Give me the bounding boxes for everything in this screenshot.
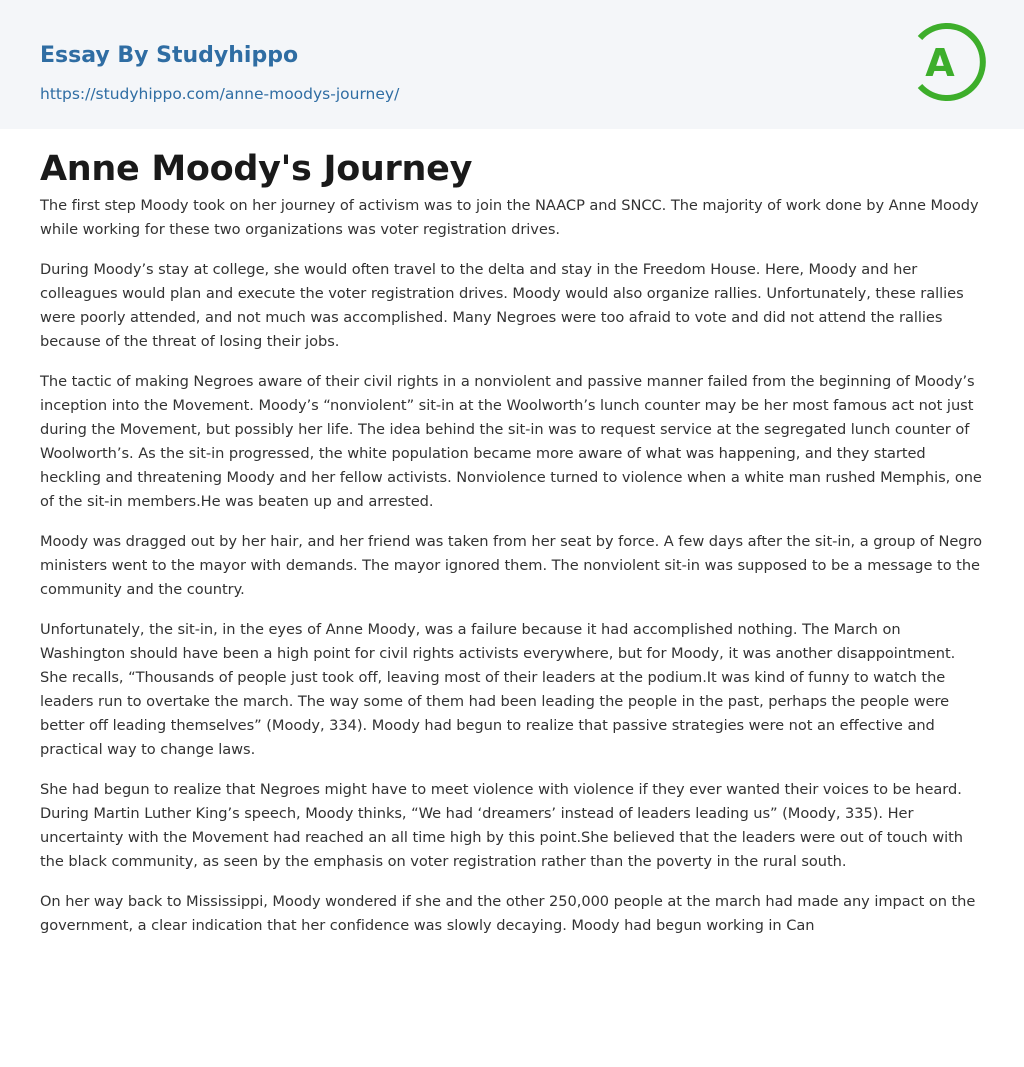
site-header [0, 0, 1024, 129]
brand-title[interactable]: Essay By Studyhippo [40, 43, 299, 68]
essay-paragraph: On her way back to Mississippi, Moody wondered if she and the other 250,000 people at the march had made any impact on the government, a clear indication that her confidence was slowly decaying. Moody had begun working in Can [40, 893, 976, 934]
essay-paragraph: Unfortunately, the sit-in, in the eyes of Anne Moody, was a failure because it had accomplished nothing. The March on Washington should have been a high point for civil rights activists everywhere, but for Moody, it was another disappointment. She recalls, “Thousands of people just took off, leaving most of their leaders at the podium.It was kind of funny to watch the leaders run to overtake the march. The way some of them had been leading the people in the past, perhaps the people were better off leading themselves” (Moody, 334). Moody had begun to realize that passive strategies were not an effective and practical way to change laws. [40, 621, 956, 758]
source-url-link[interactable]: https://studyhippo.com/anne-moodys-journey/ [40, 85, 400, 103]
studyhippo-logo-icon[interactable] [910, 18, 988, 106]
essay-paragraph: During Moody’s stay at college, she would often travel to the delta and stay in the Freedom House. Here, Moody and her colleagues would plan and execute the voter registration drives. Moody would also organize rallies. Unfortunately, these rallies were poorly attended, and not much was accomplished. Many Negroes were too afraid to vote and did not attend the rallies because of the threat of losing their jobs. [40, 261, 964, 350]
essay-paragraph: The first step Moody took on her journey of activism was to join the NAACP and SNCC. The majority of work done by Anne Moody while working for these two organizations was voter registration drives. [40, 197, 979, 238]
essay-title: Anne Moody's Journey [40, 149, 473, 189]
logo-letter: A [925, 41, 955, 85]
essay-paragraph: The tactic of making Negroes aware of their civil rights in a nonviolent and passive manner failed from the beginning of Moody’s inception into the Movement. Moody’s “nonviolent” sit-in at the Woolworth’s lunch counter may be her most famous act not just during the Movement, but possibly her life. The idea behind the sit-in was to request service at the segregated lunch counter of Woolworth’s. As the sit-in progressed, the white population became more aware of what was happening, and they started heckling and threatening Moody and her fellow activists. Nonviolence turned to violence when a white man rushed Memphis, one of the sit-in members.He was beaten up and arrested. [40, 373, 982, 510]
essay-content [40, 146, 986, 954]
essay-paragraph: She had begun to realize that Negroes might have to meet violence with violence if they ever wanted their voices to be heard. During Martin Luther King’s speech, Moody thinks, “We had ‘dreamers’ instead of leaders leading us” (Moody, 335). Her uncertainty with the Movement had reached an all time high by this point.She believed that the leaders were out of touch with the black community, as seen by the emphasis on voter registration rather than the poverty in the rural south. [40, 781, 963, 870]
essay-paragraph: Moody was dragged out by her hair, and her friend was taken from her seat by force. A few days after the sit-in, a group of Negro ministers went to the mayor with demands. The mayor ignored them. The nonviolent sit-in was supposed to be a message to the community and the country. [40, 533, 982, 598]
